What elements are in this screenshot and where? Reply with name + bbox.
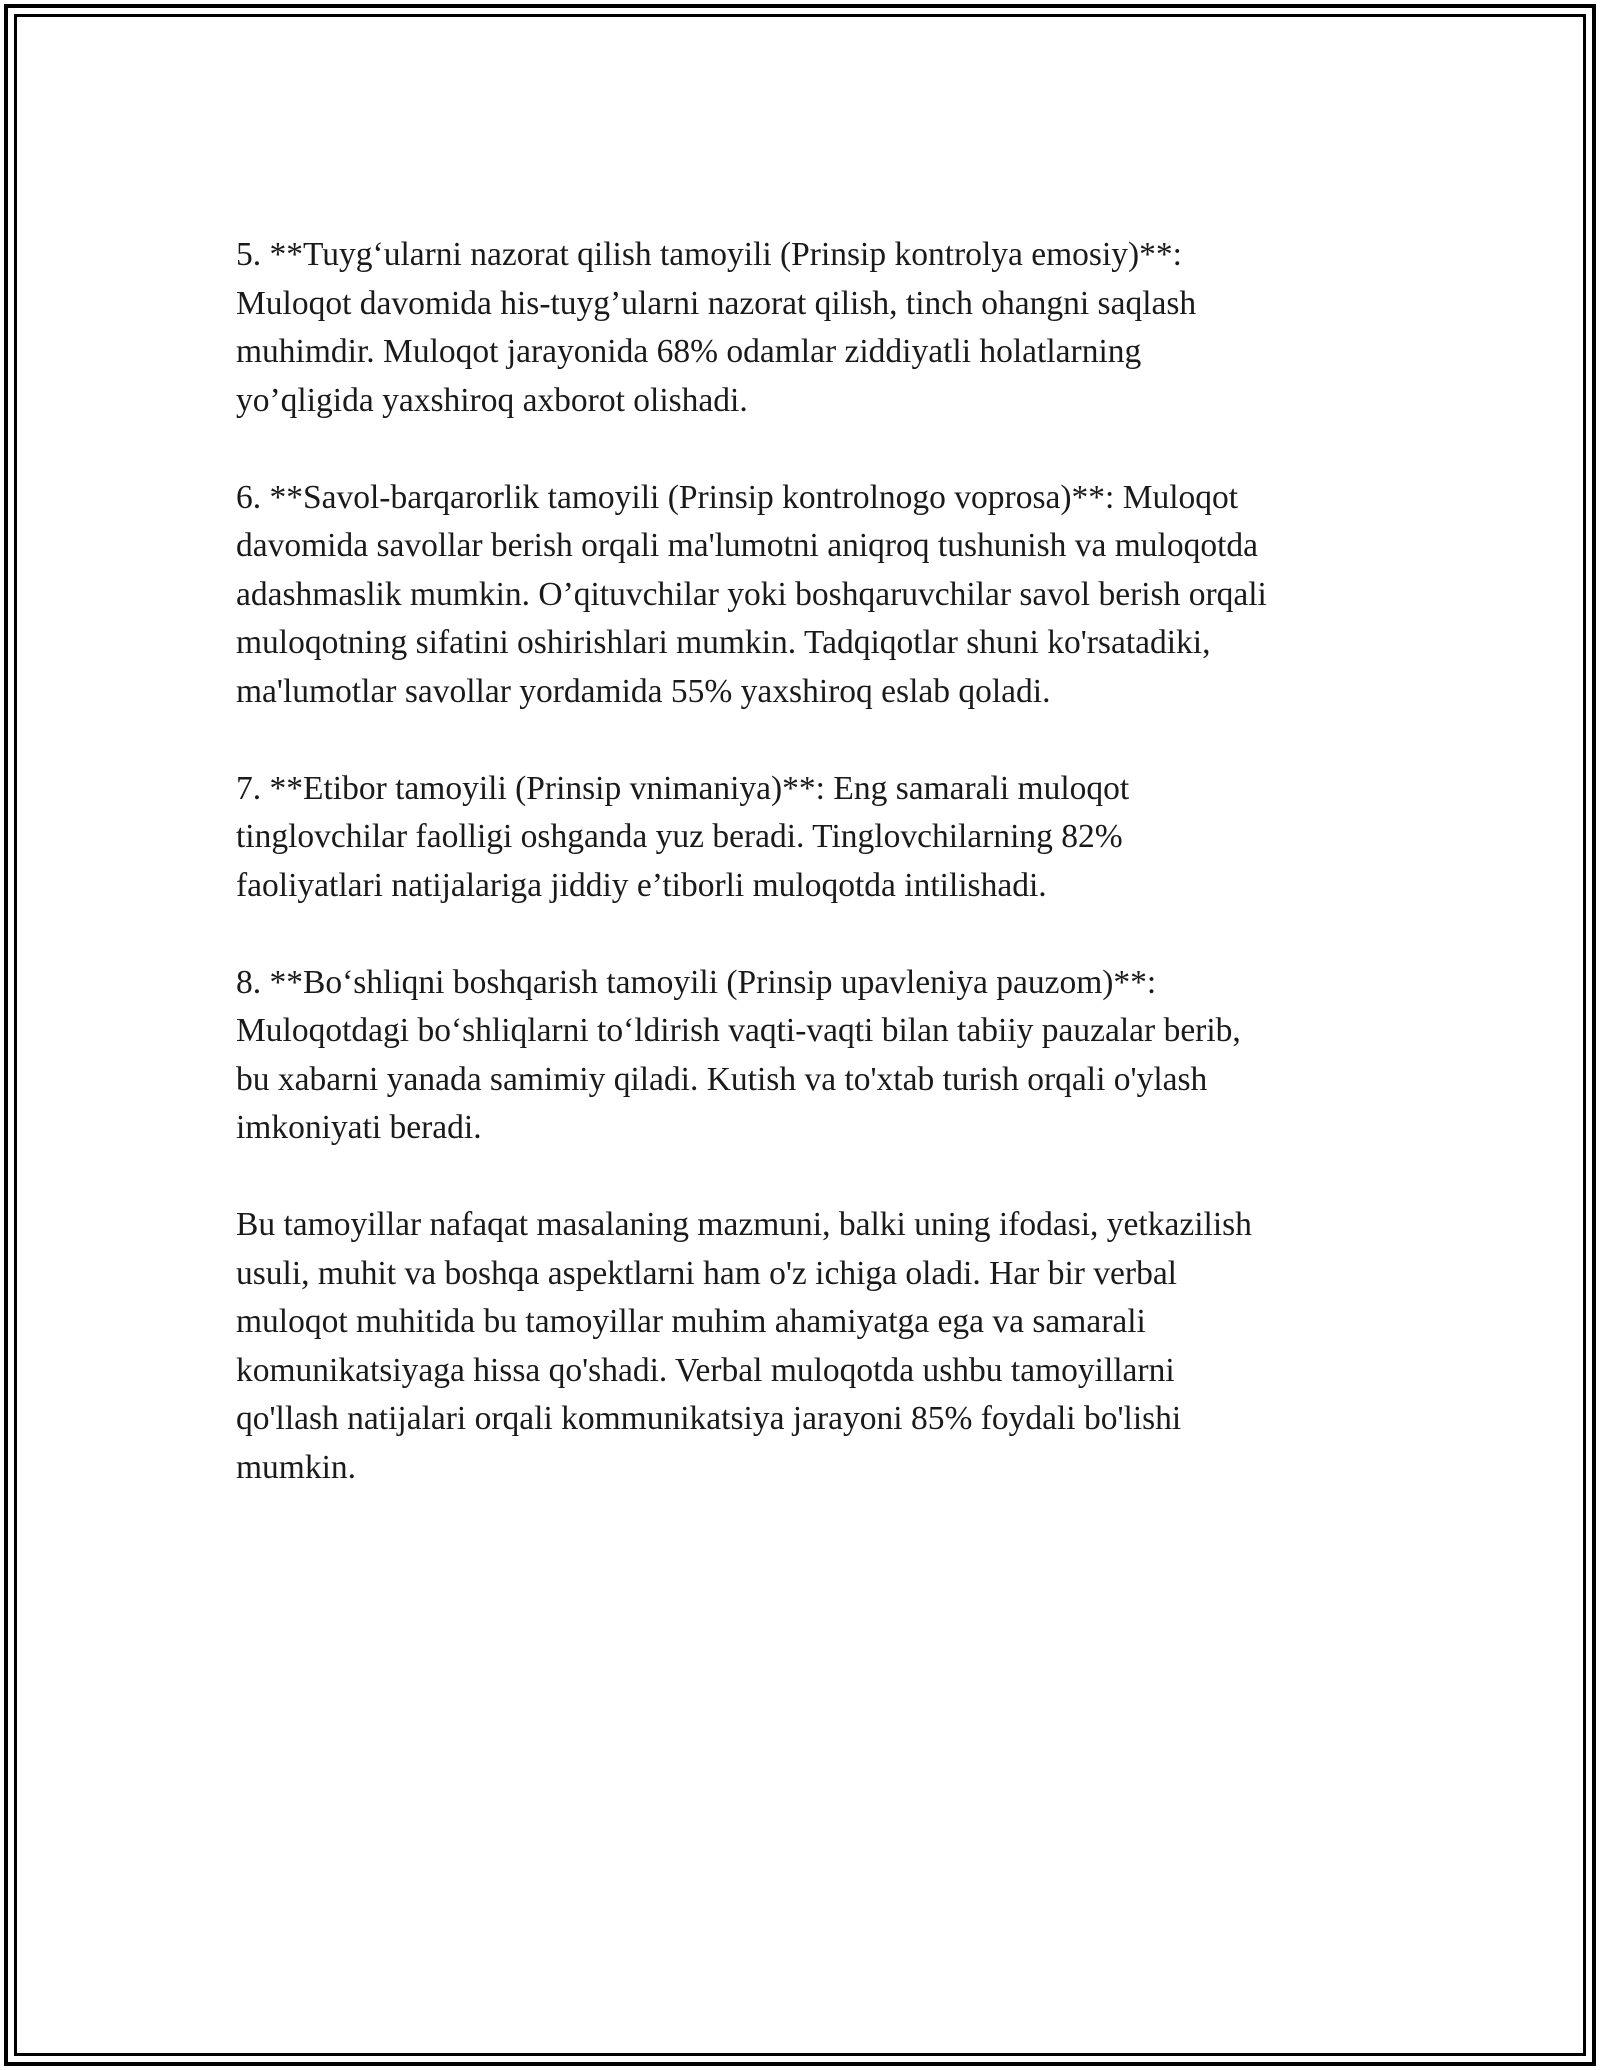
text-line: usuli, muhit va boshqa aspektlarni ham o'z ichiga oladi. Har bir verbal bbox=[236, 1254, 1177, 1292]
text-line: muhimdir. Muloqot jarayonida 68% odamlar ziddiyatli holatlarning bbox=[236, 333, 1142, 370]
text-line: adashmaslik mumkin. O’qituvchilar yoki boshqaruvchilar savol berish orqali bbox=[236, 575, 1267, 613]
text-line: 7. **Etibor tamoyili (Prinsip vnimaniya)**: Eng samarali muloqot bbox=[236, 769, 1130, 807]
text-line: davomida savollar berish orqali ma'lumotni aniqroq tushunish va muloqotda bbox=[236, 527, 1259, 564]
text-line: qo'llash natijalari orqali kommunikatsiya jarayoni 85% foydali bo'lishi bbox=[236, 1400, 1182, 1437]
text-line: 6. **Savol-barqarorlik tamoyili (Prinsip kontrolnogo voprosa)**: Muloqot bbox=[236, 478, 1239, 516]
paragraph-principle-8 bbox=[236, 959, 1416, 1153]
paragraph-principle-7 bbox=[236, 765, 1416, 911]
text-line: Muloqot davomida his-tuyg’ularni nazorat qilish, tinch ohangni saqlash bbox=[236, 284, 1197, 322]
paragraph-principle-6 bbox=[236, 474, 1416, 717]
text-line: ma'lumotlar savollar yordamida 55% yaxshiroq eslab qoladi. bbox=[236, 672, 1051, 710]
text-line: Muloqotdagi bo‘shliqlarni to‘ldirish vaqti-vaqti bilan tabiiy pauzalar berib, bbox=[236, 1012, 1241, 1049]
text-line: mumkin. bbox=[236, 1448, 357, 1486]
text-line: muloqotning sifatini oshirishlari mumkin. Tadqiqotlar shuni ko'rsatadiki, bbox=[236, 624, 1211, 661]
text-line: muloqot muhitida bu tamoyillar muhim ahamiyatga ega va samarali bbox=[236, 1303, 1146, 1340]
text-line: imkoniyati beradi. bbox=[236, 1109, 482, 1146]
text-line: faoliyatlari natijalariga jiddiy e’tiborli muloqotda intilishadi. bbox=[236, 866, 1047, 904]
text-line: Bu tamoyillar nafaqat masalaning mazmuni, balki uning ifodasi, yetkazilish bbox=[236, 1206, 1252, 1243]
document-body bbox=[236, 231, 1416, 1541]
text-line: 8. **Bo‘shliqni boshqarish tamoyili (Prinsip upavleniya pauzom)**: bbox=[236, 963, 1157, 1001]
text-line: yo’qligida yaxshiroq axborot olishadi. bbox=[236, 381, 748, 419]
paragraph-principle-5 bbox=[236, 231, 1416, 425]
paragraph-conclusion bbox=[236, 1201, 1416, 1492]
text-line: bu xabarni yanada samimiy qiladi. Kutish va to'xtab turish orqali o'ylash bbox=[236, 1060, 1208, 1098]
text-line: 5. **Tuyg‘ularni nazorat qilish tamoyili (Prinsip kontrolya emosiy)**: bbox=[236, 236, 1182, 273]
text-line: komunikatsiyaga hissa qo'shadi. Verbal muloqotda ushbu tamoyillarni bbox=[236, 1351, 1175, 1389]
text-line: tinglovchilar faolligi oshganda yuz beradi. Tinglovchilarning 82% bbox=[236, 818, 1123, 855]
